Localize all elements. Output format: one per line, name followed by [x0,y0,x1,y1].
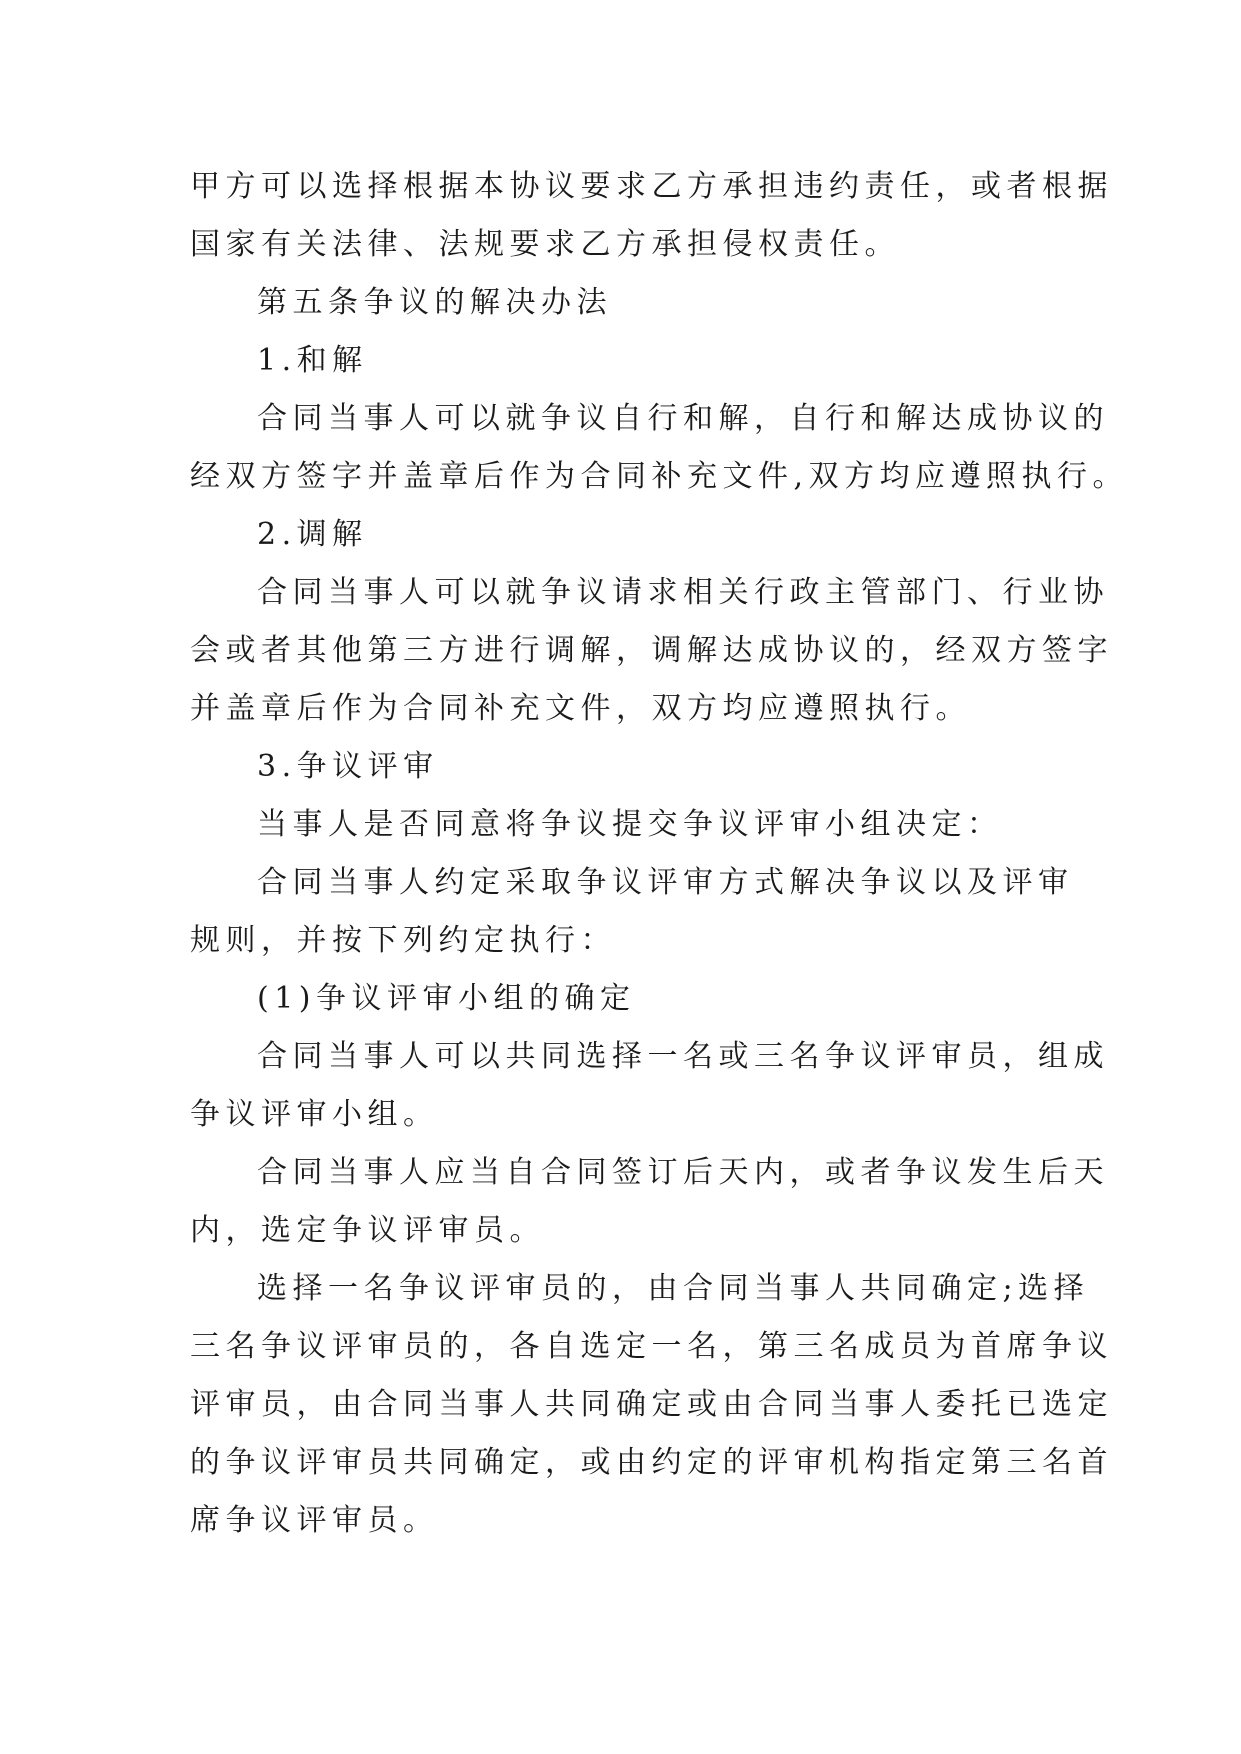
text-line: 的争议评审员共同确定，或由约定的评审机构指定第三名首 [190,1445,1113,1480]
text-line: 会或者其他第三方进行调解，调解达成协议的，经双方签字 [190,633,1113,668]
text-line: 三名争议评审员的，各自选定一名，第三名成员为首席争议 [190,1329,1113,1364]
text-line: 席争议评审员。 [190,1503,439,1538]
text-line: 合同当事人可以就争议自行和解，自行和解达成协议的 [257,401,1109,436]
document-body [190,158,1129,1550]
section-heading: 第五条争议的解决办法 [257,285,612,320]
text-line: 并盖章后作为合同补充文件，双方均应遵照执行。 [190,691,971,726]
subsection-heading: (1)争议评审小组的确定 [257,981,636,1016]
text-line: 经双方签字并盖章后作为合同补充文件,双方均应遵照执行。 [190,459,1129,494]
text-line: 规则，并按下列约定执行： [190,923,616,958]
text-line: 争议评审小组。 [190,1097,439,1132]
text-line: 合同当事人可以共同选择一名或三名争议评审员，组成 [257,1039,1109,1074]
text-line: 当事人是否同意将争议提交争议评审小组决定： [257,807,1003,842]
subsection-heading: 2.调解 [257,517,368,552]
text-line: 合同当事人可以就争议请求相关行政主管部门、行业协 [257,575,1109,610]
subsection-heading: 3.争议评审 [257,749,439,784]
text-line: 选择一名争议评审员的，由合同当事人共同确定;选择 [257,1271,1090,1306]
text-line: 内，选定争议评审员。 [190,1213,545,1248]
subsection-heading: 1.和解 [257,343,368,378]
text-line: 合同当事人应当自合同签订后天内，或者争议发生后天 [257,1155,1109,1190]
text-line: 合同当事人约定采取争议评审方式解决争议以及评审 [257,865,1074,900]
text-line: 评审员，由合同当事人共同确定或由合同当事人委托已选定 [190,1387,1113,1422]
text-line: 国家有关法律、法规要求乙方承担侵权责任。 [190,227,900,262]
text-line: 甲方可以选择根据本协议要求乙方承担违约责任，或者根据 [190,169,1113,204]
